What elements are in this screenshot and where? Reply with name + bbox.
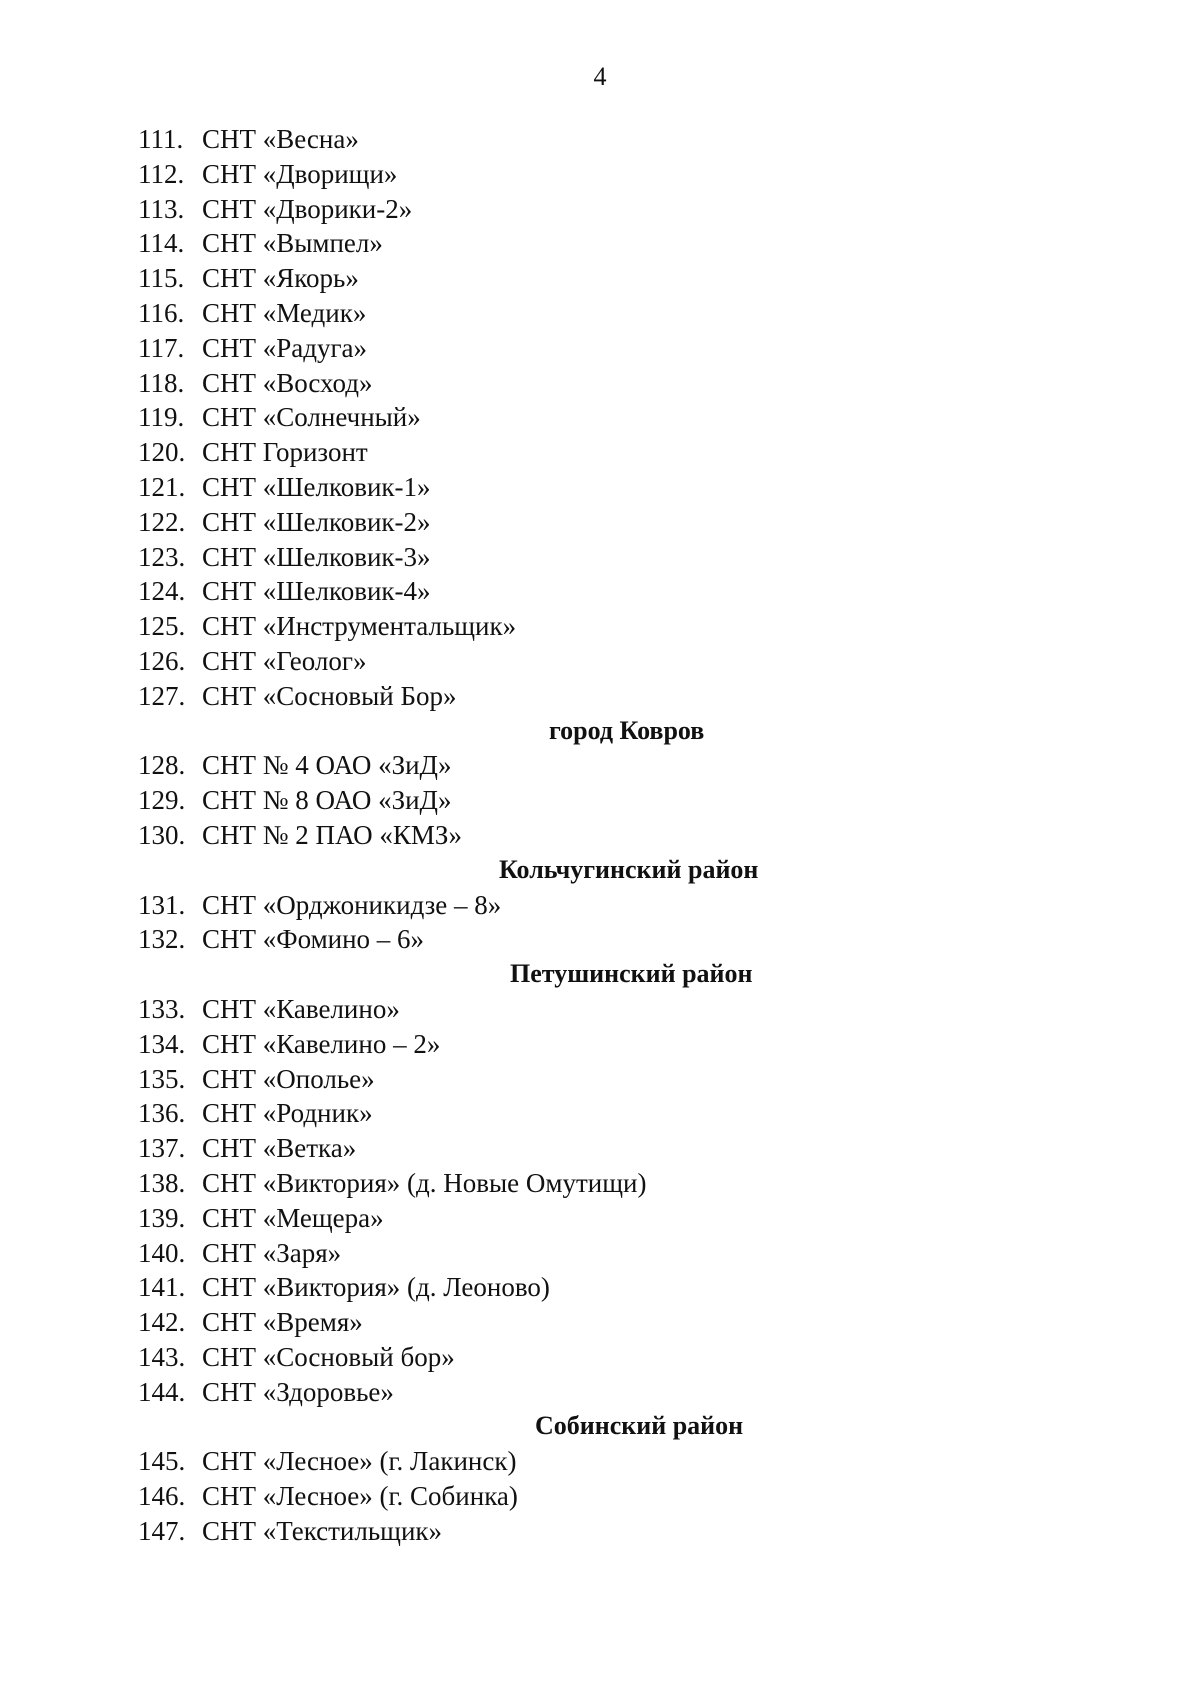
list-item — [138, 435, 1038, 470]
list-item — [138, 1236, 1038, 1271]
item-number: 134. — [138, 1028, 186, 1059]
page-number: 4 — [593, 62, 607, 91]
item-text: СНТ «Инструментальщик» — [202, 611, 517, 642]
list-item — [138, 1479, 1038, 1514]
list-item — [138, 470, 1038, 505]
item-number: 144. — [138, 1376, 186, 1407]
item-number: 121. — [138, 471, 186, 502]
item-number: 135. — [138, 1063, 186, 1094]
item-text: СНТ «Шелковик-3» — [202, 541, 431, 572]
item-number: 120. — [138, 437, 186, 468]
item-number: 132. — [138, 924, 186, 955]
group-list-kovrov — [138, 748, 1038, 852]
item-text: СНТ «Заря» — [202, 1237, 342, 1268]
item-number: 114. — [138, 228, 185, 259]
item-text: СНТ «Мещера» — [202, 1202, 384, 1233]
section-heading-sobinka: Собинский район — [535, 1411, 744, 1441]
item-text: СНТ «Весна» — [202, 124, 359, 154]
list-item — [138, 644, 1038, 679]
item-number: 145. — [138, 1446, 186, 1477]
list-item — [138, 679, 1038, 714]
item-text: СНТ «Восход» — [202, 367, 373, 398]
item-text: СНТ «Текстильщик» — [202, 1515, 443, 1546]
item-text: СНТ «Виктория» (д. Новые Омутищи) — [202, 1167, 647, 1198]
group-list-main — [138, 122, 1038, 714]
item-text: СНТ «Солнечный» — [202, 402, 421, 433]
item-number: 147. — [138, 1515, 186, 1546]
item-number: 126. — [138, 645, 186, 676]
list-item — [138, 1340, 1038, 1375]
list-item — [138, 1027, 1038, 1062]
item-number: 125. — [138, 611, 186, 642]
list-item — [138, 1375, 1038, 1410]
item-text: СНТ «Дворищи» — [202, 158, 398, 189]
item-text: СНТ «Геолог» — [202, 645, 367, 676]
list-item — [138, 400, 1038, 435]
item-text: СНТ Горизонт — [202, 437, 368, 468]
list-item — [138, 226, 1038, 261]
group-list-sobinka — [138, 1444, 1038, 1548]
item-number: 139. — [138, 1202, 186, 1233]
group-list-kolchugino — [138, 888, 1038, 958]
list-item — [138, 922, 1038, 957]
item-text: СНТ «Шелковик-2» — [202, 506, 431, 537]
item-number: 146. — [138, 1481, 186, 1512]
item-text: СНТ «Орджоникидзе – 8» — [202, 889, 502, 920]
item-number: 141. — [138, 1272, 186, 1303]
document-body — [138, 122, 1038, 1549]
item-text: СНТ «Кавелино» — [202, 993, 400, 1024]
list-item — [138, 1166, 1038, 1201]
list-item — [138, 157, 1038, 192]
item-text: СНТ «Лесное» (г. Собинка) — [202, 1481, 518, 1512]
item-number: 136. — [138, 1098, 186, 1129]
list-item — [138, 1062, 1038, 1097]
item-number: 127. — [138, 680, 186, 711]
list-item — [138, 192, 1038, 227]
list-item — [138, 574, 1038, 609]
item-text: СНТ № 2 ПАО «КМЗ» — [202, 819, 462, 850]
list-item — [138, 992, 1038, 1027]
item-text: СНТ «Виктория» (д. Леоново) — [202, 1272, 550, 1303]
list-item — [138, 296, 1038, 331]
list-item — [138, 261, 1038, 296]
item-text: СНТ «Ветка» — [202, 1133, 357, 1164]
list-item — [138, 783, 1038, 818]
item-number: 112. — [138, 158, 185, 189]
item-number: 138. — [138, 1167, 186, 1198]
item-number: 140. — [138, 1237, 186, 1268]
item-text: СНТ «Вымпел» — [202, 228, 383, 259]
list-item — [138, 331, 1038, 366]
list-item — [138, 818, 1038, 853]
item-number: 118. — [138, 367, 185, 398]
item-number: 111. — [138, 124, 184, 154]
item-text: СНТ «Фомино – 6» — [202, 924, 425, 955]
item-number: 122. — [138, 506, 186, 537]
list-item — [138, 1131, 1038, 1166]
item-number: 137. — [138, 1133, 186, 1164]
list-item — [138, 1305, 1038, 1340]
item-text: СНТ «Ополье» — [202, 1063, 375, 1094]
item-text: СНТ «Дворики-2» — [202, 193, 413, 224]
group-list-petushki — [138, 992, 1038, 1410]
list-item — [138, 366, 1038, 401]
item-text: СНТ № 4 ОАО «ЗиД» — [202, 750, 452, 781]
list-item — [138, 1270, 1038, 1305]
item-number: 113. — [138, 193, 185, 224]
item-text: СНТ № 8 ОАО «ЗиД» — [202, 785, 452, 816]
section-heading-kolchugino: Кольчугинский район — [499, 854, 759, 884]
section-heading-kovrov: город Ковров — [549, 715, 705, 745]
item-number: 123. — [138, 541, 186, 572]
item-number: 133. — [138, 993, 186, 1024]
item-text: СНТ «Родник» — [202, 1098, 373, 1129]
list-item — [138, 505, 1038, 540]
list-item — [138, 1201, 1038, 1236]
item-number: 129. — [138, 785, 186, 816]
list-item — [138, 1514, 1038, 1549]
item-number: 131. — [138, 889, 186, 920]
item-number: 124. — [138, 576, 186, 607]
item-number: 119. — [138, 402, 185, 433]
item-text: СНТ «Шелковик-4» — [202, 576, 431, 607]
item-text: СНТ «Сосновый бор» — [202, 1341, 455, 1372]
item-text: СНТ «Радуга» — [202, 332, 368, 363]
list-item — [138, 609, 1038, 644]
item-text: СНТ «Шелковик-1» — [202, 471, 431, 502]
item-number: 130. — [138, 819, 186, 850]
list-item — [138, 1096, 1038, 1131]
item-number: 116. — [138, 297, 185, 328]
item-text: СНТ «Медик» — [202, 297, 367, 328]
list-item — [138, 888, 1038, 923]
list-item — [138, 748, 1038, 783]
item-text: СНТ «Кавелино – 2» — [202, 1028, 441, 1059]
item-number: 142. — [138, 1307, 186, 1338]
item-text: СНТ «Здоровье» — [202, 1376, 394, 1407]
list-item — [138, 540, 1038, 575]
item-number: 143. — [138, 1341, 186, 1372]
item-text: СНТ «Сосновый Бор» — [202, 680, 457, 711]
item-number: 117. — [138, 332, 185, 363]
item-number: 115. — [138, 263, 185, 294]
section-heading-petushki: Петушинский район — [510, 959, 753, 989]
list-item — [138, 1444, 1038, 1479]
item-text: СНТ «Время» — [202, 1307, 363, 1338]
list-item — [138, 122, 1038, 157]
item-number: 128. — [138, 750, 186, 781]
item-text: СНТ «Лесное» (г. Лакинск) — [202, 1446, 517, 1477]
item-text: СНТ «Якорь» — [202, 263, 359, 294]
